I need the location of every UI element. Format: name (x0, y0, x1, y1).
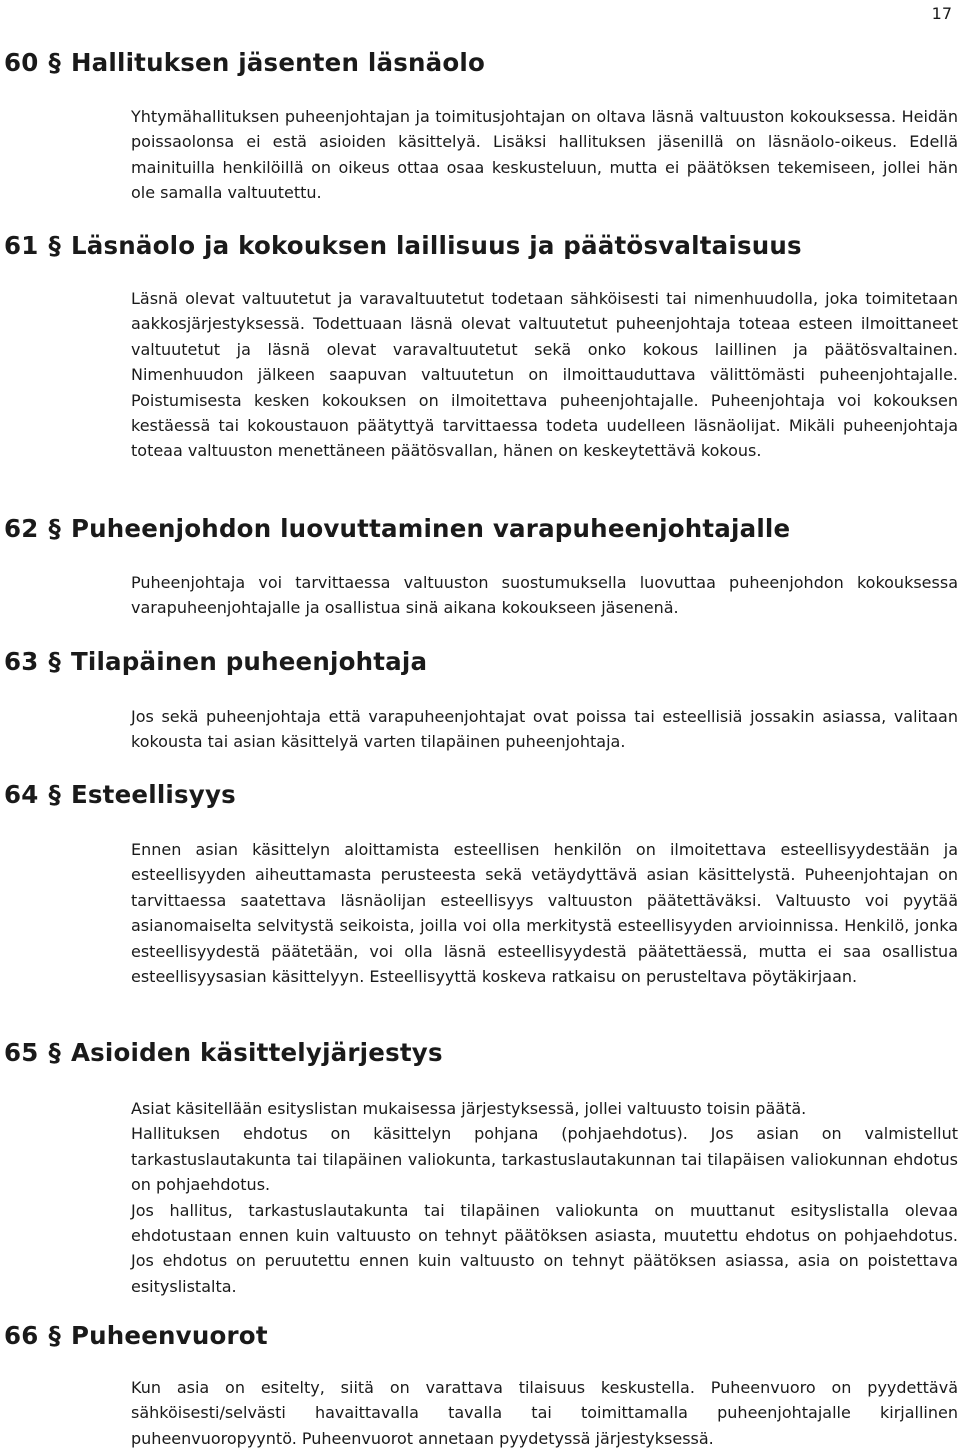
section-title: Puheenjohdon luovuttaminen varapuheenjohtajalle (70, 514, 791, 543)
section-heading (4, 1038, 443, 1068)
section-heading (4, 1321, 268, 1351)
section-number: 63 (4, 647, 39, 676)
section-heading (4, 514, 790, 544)
paragraph: Yhtymähallituksen puheenjohtajan ja toimitusjohtajan on oltava läsnä valtuuston kokouksessa. Heidän poissaolonsa ei estä asioiden käsittelyä. Lisäksi hallituksen jäsenillä on läsnäolo-oikeus. Edellä mainituilla henkilöillä on oikeus ottaa osaa keskusteluun, mutta ei päätöksen tekemiseen, jollei hän ole samalla valtuutettu. (131, 107, 958, 203)
paragraph: Puheenjohtaja voi tarvittaessa valtuuston suostumuksella luovuttaa puheenjohdon kokouksessa varapuheenjohtajalle ja osallistua sinä aikana kokoukseen jäsenenä. (131, 573, 958, 618)
section-symbol: § (48, 1038, 61, 1067)
section-number: 62 (4, 514, 39, 543)
section-number: 64 (4, 780, 39, 809)
paragraph: Hallituksen ehdotus on käsittelyn pohjana (pohjaehdotus). Jos asian on valmistellut tarkastuslautakunta tai tilapäinen valiokunta, tarkastuslautakunnan tai tilapäisen valiokunnan ehdotus on pohjaehdotus. (131, 1124, 958, 1195)
section-symbol: § (48, 48, 61, 77)
section-heading (4, 231, 802, 261)
section-body (131, 570, 958, 621)
section-heading (4, 780, 236, 810)
section-symbol: § (48, 647, 61, 676)
section-body (131, 704, 958, 755)
section-body (131, 286, 958, 464)
section-body (131, 837, 958, 989)
section-symbol: § (48, 514, 61, 543)
paragraph: Kun asia on esitelty, siitä on varattava tilaisuus keskustella. Puheenvuoro on pyydettävä sähköisesti/selvästi havaittavalla tavalla tai toimittamalla puheenjohtajalle kirjallinen puheenvuoropyyntö. Puheenvuorot annetaan pyydetyssä järjestyksessä. (131, 1378, 958, 1448)
paragraph: Jos hallitus, tarkastuslautakunta tai tilapäinen valiokunta on muuttanut esityslistalla olevaa ehdotustaan ennen kuin valtuusto on tehnyt päätöksen asiasta, muutettu ehdotus on pohjaehdotus. Jos ehdotus on peruutettu ennen kuin valtuusto on tehnyt päätöksen asiassa, asia on poistettava esityslistalta. (131, 1200, 958, 1296)
paragraph: Asiat käsitellään esityslistan mukaisessa järjestyksessä, jollei valtuusto toisin päätä. (131, 1099, 807, 1118)
section-title: Esteellisyys (70, 780, 236, 809)
section-symbol: § (48, 780, 61, 809)
page-number: 17 (931, 4, 952, 23)
section-body (131, 1375, 958, 1451)
section-number: 66 (4, 1321, 39, 1350)
paragraph: Jos sekä puheenjohtaja että varapuheenjohtajat ovat poissa tai esteellisiä jossakin asiassa, valitaan kokousta tai asian käsittelyä varten tilapäinen puheenjohtaja. (131, 707, 958, 752)
section-body (131, 104, 958, 206)
section-number: 61 (4, 231, 39, 260)
section-title: Puheenvuorot (70, 1321, 268, 1350)
section-symbol: § (48, 1321, 61, 1350)
section-number: 60 (4, 48, 39, 77)
section-title: Hallituksen jäsenten läsnäolo (70, 48, 486, 77)
section-body (131, 1096, 958, 1299)
section-title: Asioiden käsittelyjärjestys (70, 1038, 443, 1067)
section-heading (4, 48, 485, 78)
section-title: Läsnäolo ja kokouksen laillisuus ja päätösvaltaisuus (70, 231, 802, 260)
section-title: Tilapäinen puheenjohtaja (70, 647, 428, 676)
section-symbol: § (48, 231, 61, 260)
section-heading (4, 647, 427, 677)
paragraph: Ennen asian käsittelyn aloittamista esteellisen henkilön on ilmoitettava esteellisyydestään ja esteellisyyden aiheuttamasta perusteesta sekä vetäydyttävä asian käsittelystä. Puheenjohtajan on tarvittaessa saatettava läsnäolijan esteellisyys valtuuston päätettäväksi. Valtuusto voi pyytää asianomaiselta selvitystä seikoista, joilla voi olla merkitystä esteellisyyden arvioinnissa. Henkilö, jonka esteellisyydestä päätetään, voi olla läsnä esteellisyydestä päätettäessä, mutta ei saa osallistua esteellisyysasian käsittelyyn. Esteellisyyttä koskeva ratkaisu on perusteltava pöytäkirjaan. (131, 840, 958, 987)
section-number: 65 (4, 1038, 39, 1067)
paragraph: Läsnä olevat valtuutetut ja varavaltuutetut todetaan sähköisesti tai nimenhuudolla, joka toimitetaan aakkosjärjestyksessä. Todettuaan läsnä olevat valtuutetut puheenjohtaja toteaa esteen ilmoittaneet valtuutetut ja läsnä olevat varavaltuutetut sekä onko kokous laillinen ja päätösvaltainen. Nimenhuudon jälkeen saapuvan valtuutetun on ilmoittauduttava välittömästi puheenjohtajalle. Poistumisesta kesken kokouksen on ilmoitettava puheenjohtajalle. Puheenjohtaja voi kokouksen kestäessä tai kokoustauon päätyttyä tarvittaessa todeta uudelleen läsnäolijat. Mikäli puheenjohtaja toteaa valtuuston menettäneen päätösvallan, hänen on keskeytettävä kokous. (131, 289, 958, 461)
